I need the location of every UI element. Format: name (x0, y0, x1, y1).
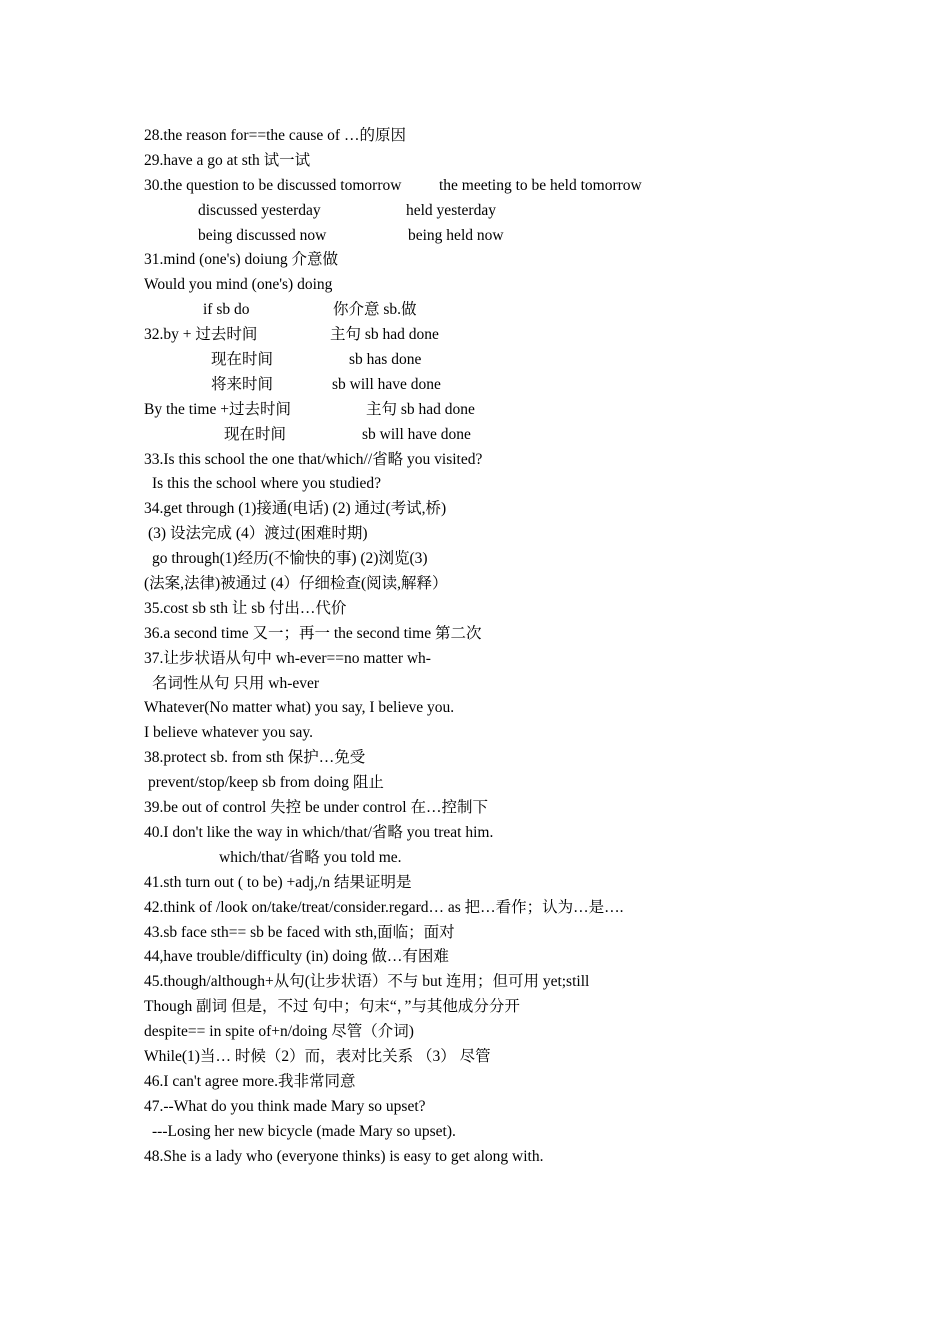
text-line (144, 373, 844, 398)
text-line (144, 472, 844, 497)
line-text-column: the meeting to be held tomorrow (439, 176, 642, 194)
line-text: (法案,法律)被通过 (4）仔细检查(阅读,解释） (144, 575, 448, 593)
line-text: 37.让步状语从句中 wh-ever==no matter wh- (144, 649, 431, 667)
text-line (144, 398, 844, 423)
line-text: 28.the reason for==the cause of …的原因 (144, 127, 406, 144)
line-text: While(1)当… 时候（2）而，表对比关系 （3） 尽管 (144, 1047, 491, 1065)
text-line (144, 1095, 844, 1120)
line-text-column: 主句 sb had done (330, 326, 439, 344)
text-line (144, 522, 844, 547)
text-line (144, 896, 844, 921)
text-line (144, 547, 844, 572)
line-text: 40.I don't like the way in which/that/省略 you treat him. (144, 823, 494, 841)
line-text: 34.get through (1)接通(电话) (2) 通过(考试,桥) (144, 500, 447, 518)
line-text: I believe whatever you say. (144, 724, 313, 742)
line-text: discussed yesterday (198, 201, 321, 219)
text-line (144, 448, 844, 473)
text-line (144, 672, 844, 697)
line-text: 38.protect sb. from sth 保护…免受 (144, 749, 366, 767)
text-line (144, 1070, 844, 1095)
line-text: Whatever(No matter what) you say, I believe you. (144, 699, 455, 717)
text-line (144, 423, 844, 448)
line-text: Though 副词 但是，不过 句中；句末“，”与其他成分分开 (144, 998, 520, 1016)
line-text: 36.a second time 又一；再一 the second time 第二次 (144, 624, 482, 642)
line-text: 将来时间 (211, 375, 274, 393)
line-text: By the time +过去时间 (144, 400, 291, 418)
line-text: 39.be out of control 失控 be under control 在…控制下 (144, 799, 488, 817)
text-line (144, 497, 844, 522)
text-line (144, 273, 844, 298)
line-text: 现在时间 (211, 351, 274, 369)
line-text-column: held yesterday (406, 201, 496, 219)
text-line (144, 124, 844, 149)
line-text: 35.cost sb sth 让 sb 付出…代价 (144, 599, 347, 617)
text-line (144, 149, 844, 174)
text-line (144, 821, 844, 846)
text-line (144, 1145, 844, 1170)
text-line (144, 871, 844, 896)
line-text: 46.I can't agree more.我非常同意 (144, 1072, 356, 1090)
text-line (144, 199, 844, 224)
text-line (144, 1020, 844, 1045)
text-line (144, 921, 844, 946)
text-line (144, 622, 844, 647)
text-line (144, 348, 844, 373)
line-text: despite== in spite of+n/doing 尽管（介词) (144, 1023, 414, 1041)
text-line (144, 1045, 844, 1070)
line-text: 47.--What do you think made Mary so upset? (144, 1097, 426, 1115)
text-line (144, 945, 844, 970)
text-line (144, 298, 844, 323)
line-text: 42.think of /look on/take/treat/consider.regard… as 把…看作；认为…是…. (144, 898, 624, 916)
line-text: (3) 设法完成 (4）渡过(困难时期) (148, 525, 368, 543)
text-line (144, 572, 844, 597)
text-line (144, 696, 844, 721)
text-line (144, 248, 844, 273)
line-text: 现在时间 (224, 425, 287, 443)
line-text: 45.though/although+从句(让步状语）不与 but 连用；但可用 yet;still (144, 973, 590, 991)
line-text: Is this the school where you studied? (152, 475, 382, 493)
line-text: if sb do (203, 301, 250, 319)
line-text: 30.the question to be discussed tomorrow (144, 176, 402, 194)
line-text: 33.Is this school the one that/which//省略 you visited? (144, 450, 483, 468)
text-line (144, 746, 844, 771)
text-line (144, 846, 844, 871)
line-text-column: 主句 sb had done (366, 400, 475, 418)
line-text: being discussed now (198, 226, 327, 244)
line-text: 48.She is a lady who (everyone thinks) is easy to get along with. (144, 1147, 544, 1165)
line-text: go through(1)经历(不愉快的事) (2)浏览(3) (152, 550, 428, 568)
line-text: 31.mind (one's) doiung 介意做 (144, 251, 338, 269)
line-text: 32.by + 过去时间 (144, 326, 258, 344)
text-line (144, 995, 844, 1020)
line-text: 44,have trouble/difficulty (in) doing 做…有困难 (144, 948, 449, 966)
text-line (144, 771, 844, 796)
line-text-column: 你介意 sb.做 (333, 301, 417, 319)
text-line (144, 224, 844, 249)
line-text-column: being held now (408, 226, 504, 244)
text-line (144, 1120, 844, 1145)
text-line (144, 721, 844, 746)
text-line (144, 323, 844, 348)
line-text-column: sb will have done (332, 375, 441, 393)
line-text: Would you mind (one's) doing (144, 276, 333, 294)
line-text: 29.have a go at sth 试一试 (144, 151, 311, 169)
text-line (144, 597, 844, 622)
document-body (144, 124, 844, 1169)
line-text-column: sb will have done (362, 425, 471, 443)
line-text: prevent/stop/keep sb from doing 阻止 (148, 774, 384, 792)
text-line (144, 796, 844, 821)
line-text: ---Losing her new bicycle (made Mary so upset). (152, 1122, 456, 1140)
text-line (144, 174, 844, 199)
line-text: 41.sth turn out ( to be) +adj,/n 结果证明是 (144, 873, 412, 891)
text-line (144, 970, 844, 995)
line-text: 名词性从句 只用 wh-ever (152, 674, 320, 692)
line-text: which/that/省略 you told me. (219, 848, 402, 866)
text-line (144, 647, 844, 672)
line-text-column: sb has done (349, 351, 422, 369)
line-text: 43.sb face sth== sb be faced with sth,面临；面对 (144, 923, 455, 941)
